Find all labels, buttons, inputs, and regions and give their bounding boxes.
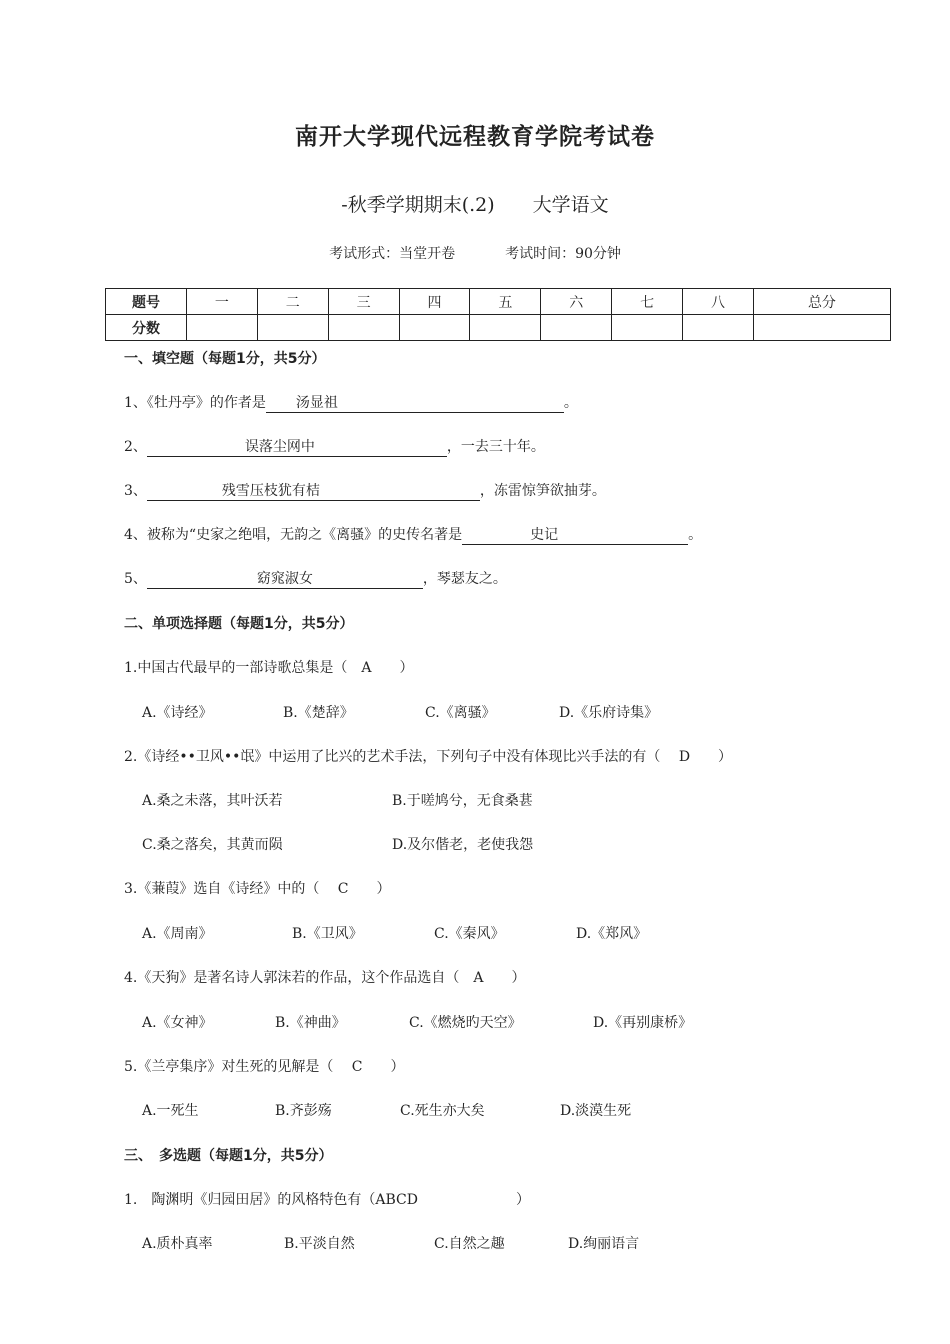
header-cell: 二 [257,289,328,315]
option-row [142,834,533,854]
score-cell [753,315,890,341]
header-cell: 五 [470,289,541,315]
option: C.桑之落矣，其黄而陨 [142,837,283,853]
score-row [106,315,891,341]
fill-blank-suffix: 。 [563,395,578,411]
score-cell [612,315,683,341]
fill-blank-prefix: 5、 [124,571,147,587]
option: A.一死生 [142,1103,199,1119]
question-stem: 2.《诗经••卫风••氓》中运用了比兴的艺术手法，下列句子中没有体现比兴手法的有（ D ） [124,749,733,765]
score-cell [470,315,541,341]
fill-blank-answer: 窈窕淑女 [147,571,423,589]
exam-format: 考试形式：当堂开卷 [329,246,456,262]
question-stem: 3.《蒹葭》选自《诗经》中的（ C ） [124,881,391,897]
header-cell: 四 [399,289,470,315]
score-cell [187,315,258,341]
score-label: 分数 [106,315,187,341]
fill-blank-prefix: 2、 [124,439,147,455]
score-cell [399,315,470,341]
header-cell: 六 [541,289,612,315]
question-number-row [106,289,891,315]
option: D.绚丽语言 [568,1236,640,1252]
score-cell [683,315,754,341]
section2-heading: 二、单项选择题（每题1分，共5分） [124,616,354,632]
term-label: -秋季学期期末(.2) [341,194,495,216]
option-row [142,923,647,943]
fill-blank-prefix: 3、 [124,483,147,499]
score-cell [257,315,328,341]
option: B.《神曲》 [275,1015,346,1031]
fill-blank-answer: 史记 [462,527,688,545]
exam-title: 南开大学现代远程教育学院考试卷 [295,123,655,150]
score-cell [541,315,612,341]
header-cell: 八 [683,289,754,315]
option-row [142,1100,631,1120]
option: B.于嗟鸠兮，无食桑葚 [392,793,533,809]
fill-blank-answer: 残雪压枝犹有桔 [147,483,480,501]
option-row [142,790,533,810]
option: B.《楚辞》 [283,705,354,721]
fill-blank-prefix: 1、《牡丹亭》的作者是 [124,395,266,411]
score-table [105,288,891,341]
option: D.及尔偕老，老使我怨 [392,837,534,853]
question-stem: 1.中国古代最早的一部诗歌总集是（ A ） [124,660,414,676]
option-row [142,1012,692,1032]
fill-blank-item [124,568,507,589]
exam-time: 考试时间：90分钟 [505,246,621,262]
fill-blank-answer: 汤显祖 [266,395,564,413]
fill-blank-item [124,392,578,413]
fill-blank-suffix: ，琴瑟友之。 [422,571,507,587]
exam-subtitle [0,190,950,217]
option-row [142,1233,639,1253]
fill-blank-suffix: ，一去三十年。 [446,439,545,455]
option: C.自然之趣 [434,1236,505,1252]
option: C.《燃烧旳天空》 [409,1015,522,1031]
header-cell: 七 [612,289,683,315]
option: D.《郑风》 [576,926,648,942]
option: B.《卫风》 [292,926,363,942]
header-cell: 一 [187,289,258,315]
fill-blank-prefix: 4、被称为“史家之绝唱，无韵之《离骚》的史传名著是 [124,527,463,543]
option: A.质朴真率 [142,1236,213,1252]
option: C.《离骚》 [425,705,496,721]
option: C.死生亦大矣 [400,1103,485,1119]
header-cell: 总分 [753,289,890,315]
option-row [142,702,658,722]
option: A.《周南》 [142,926,213,942]
question-stem: 4.《天狗》是著名诗人郭沫若的作品，这个作品选自（ A ） [124,970,526,986]
option: A.《女神》 [142,1015,213,1031]
exam-info [0,243,950,263]
fill-blank-item [124,436,545,457]
option: D.《乐府诗集》 [559,705,659,721]
score-cell [328,315,399,341]
fill-blank-suffix: ，冻雷惊笋欲抽芽。 [479,483,606,499]
option: D.淡漠生死 [560,1103,632,1119]
option: B.齐彭殇 [275,1103,332,1119]
question-stem: 5.《兰亭集序》对生死的见解是（ C ） [124,1059,405,1075]
question-number-label: 题号 [106,289,187,315]
option: A.《诗经》 [142,705,213,721]
section1-heading: 一、填空题（每题1分，共5分） [124,351,326,367]
option: A.桑之未落，其叶沃若 [142,793,283,809]
option: C.《秦风》 [434,926,505,942]
fill-blank-answer: 误落尘网中 [147,439,447,457]
header-cell: 三 [328,289,399,315]
fill-blank-item [124,524,702,545]
course-name: 大学语文 [532,194,609,216]
section3-heading: 三、 多选题（每题1分，共5分） [124,1148,333,1164]
question-stem: 1. 陶渊明《归园田居》的风格特色有（ABCD ） [124,1192,530,1208]
fill-blank-suffix: 。 [688,527,703,543]
option: B.平淡自然 [284,1236,355,1252]
fill-blank-item [124,480,606,501]
option: D.《再别康桥》 [593,1015,693,1031]
